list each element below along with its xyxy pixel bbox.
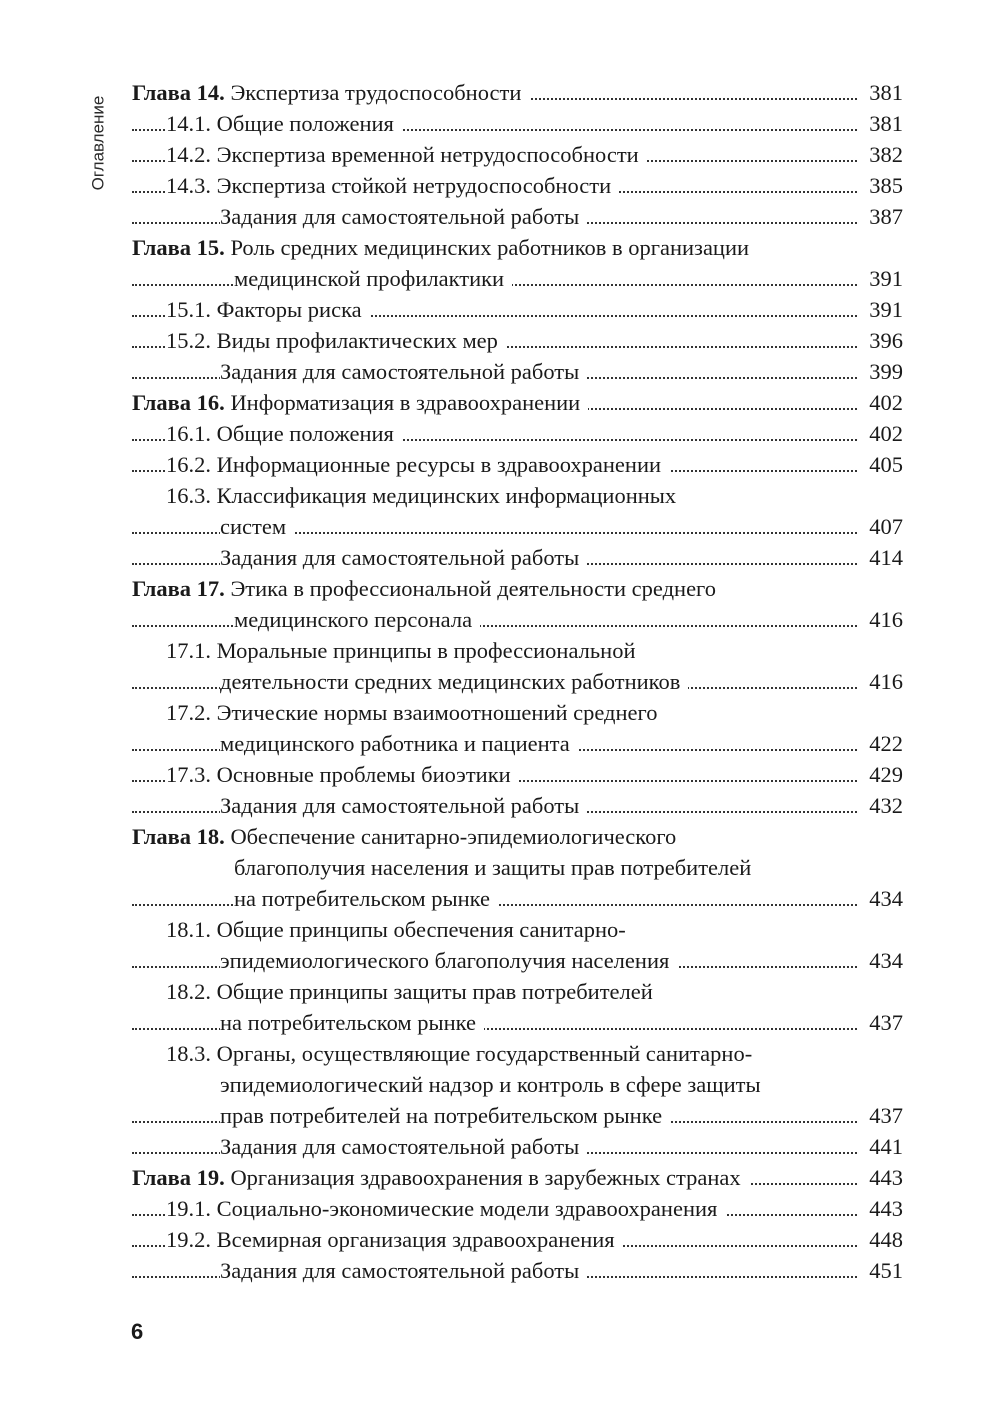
entry-title: Роль средних медицинских работников в организации <box>224 235 750 260</box>
toc-entry-14-tasks <box>132 201 903 232</box>
chapter-number: Глава 19. <box>132 1165 225 1190</box>
entry-title: прав потребителей на потребительском рынке <box>220 1103 670 1128</box>
entry-page: 402 <box>863 418 903 449</box>
entry-title: Классификация медицинских информационных <box>211 483 677 508</box>
toc-entry-17-1-cont <box>132 666 903 697</box>
section-number: 14.2. <box>166 142 211 167</box>
entry-page: 416 <box>863 604 903 635</box>
section-number: 18.2. <box>166 979 211 1004</box>
toc-entry-17-tasks <box>132 790 903 821</box>
page-number: 6 <box>131 1319 144 1344</box>
chapter-number: Глава 15. <box>132 235 225 260</box>
entry-page: 432 <box>863 790 903 821</box>
toc-entry-17-3 <box>132 759 903 790</box>
toc-entry-17-1 <box>132 635 903 666</box>
running-head-text: Оглавление <box>88 95 107 191</box>
entry-page: 443 <box>863 1193 903 1224</box>
entry-page: 396 <box>863 325 903 356</box>
toc-entry-15-tasks <box>132 356 903 387</box>
toc-entry-14-1 <box>132 108 903 139</box>
entry-title: Информационные ресурсы в здравоохранении <box>211 452 662 477</box>
chapter-number: Глава 17. <box>132 576 225 601</box>
entry-page: 441 <box>863 1131 903 1162</box>
entry-title: Экспертиза трудоспособности <box>224 80 522 105</box>
entry-page: 414 <box>863 542 903 573</box>
entry-title: благополучия населения и защиты прав потребителей <box>234 855 759 880</box>
entry-title: деятельности средних медицинских работников <box>220 669 688 694</box>
entry-title: Социально-экономические модели здравоохранения <box>211 1196 718 1221</box>
entry-title: на потребительском рынке <box>234 886 498 911</box>
toc-entry-chapter-15-cont <box>132 263 903 294</box>
toc-entry-chapter-18-cont-2 <box>132 883 903 914</box>
entry-title: эпидемиологического благополучия населения <box>220 948 677 973</box>
table-of-contents <box>132 77 903 1286</box>
chapter-number: Глава 14. <box>132 80 225 105</box>
entry-page: 434 <box>863 945 903 976</box>
entry-page: 416 <box>863 666 903 697</box>
entry-title: Задания для самостоятельной работы <box>220 204 587 229</box>
entry-page: 451 <box>863 1255 903 1286</box>
toc-entry-16-3 <box>132 480 903 511</box>
entry-page: 443 <box>863 1162 903 1193</box>
entry-title: Общие положения <box>211 111 394 136</box>
entry-page: 387 <box>863 201 903 232</box>
section-number: 19.2. <box>166 1227 211 1252</box>
toc-entry-chapter-14 <box>132 77 903 108</box>
entry-title: Задания для самостоятельной работы <box>220 1258 587 1283</box>
toc-entry-chapter-17-cont <box>132 604 903 635</box>
toc-entry-chapter-15 <box>132 232 903 263</box>
toc-entry-19-2 <box>132 1224 903 1255</box>
section-number: 14.3. <box>166 173 211 198</box>
entry-title: Экспертиза временной нетрудоспособности <box>211 142 639 167</box>
toc-entry-18-1-cont <box>132 945 903 976</box>
entry-title: Факторы риска <box>211 297 362 322</box>
entry-page: 437 <box>863 1100 903 1131</box>
toc-entry-18-1 <box>132 914 903 945</box>
toc-entry-18-3-cont-2 <box>132 1100 903 1131</box>
section-number: 14.1. <box>166 111 211 136</box>
toc-entry-14-2 <box>132 139 903 170</box>
toc-entry-16-3-cont <box>132 511 903 542</box>
entry-page: 381 <box>863 108 903 139</box>
entry-page: 437 <box>863 1007 903 1038</box>
section-number: 17.3. <box>166 762 211 787</box>
entry-title: Общие положения <box>211 421 394 446</box>
running-head <box>86 84 110 202</box>
entry-page: 434 <box>863 883 903 914</box>
toc-entry-chapter-17 <box>132 573 903 604</box>
toc-entry-chapter-19 <box>132 1162 903 1193</box>
entry-page: 381 <box>863 77 903 108</box>
toc-entry-17-2-cont <box>132 728 903 759</box>
toc-entry-16-1 <box>132 418 903 449</box>
section-number: 16.2. <box>166 452 211 477</box>
chapter-number: Глава 16. <box>132 390 225 415</box>
entry-title: Общие принципы защиты прав потребителей <box>211 979 653 1004</box>
entry-page: 391 <box>863 263 903 294</box>
toc-entry-16-tasks <box>132 542 903 573</box>
section-number: 19.1. <box>166 1196 211 1221</box>
entry-title: Задания для самостоятельной работы <box>220 793 587 818</box>
toc-entry-18-2 <box>132 976 903 1007</box>
toc-entry-19-1 <box>132 1193 903 1224</box>
entry-page: 407 <box>863 511 903 542</box>
toc-entry-18-3 <box>132 1038 903 1069</box>
toc-entry-chapter-18 <box>132 821 903 852</box>
chapter-number: Глава 18. <box>132 824 225 849</box>
entry-page: 399 <box>863 356 903 387</box>
entry-title: медицинского работника и пациента <box>220 731 578 756</box>
section-number: 18.3. <box>166 1041 211 1066</box>
toc-entry-18-2-cont <box>132 1007 903 1038</box>
section-number: 16.3. <box>166 483 211 508</box>
entry-page: 382 <box>863 139 903 170</box>
toc-entry-17-2 <box>132 697 903 728</box>
toc-entry-15-1 <box>132 294 903 325</box>
entry-title: Экспертиза стойкой нетрудоспособности <box>211 173 612 198</box>
entry-page: 405 <box>863 449 903 480</box>
entry-title: Обеспечение санитарно-эпидемиологического <box>224 824 677 849</box>
entry-title: Задания для самостоятельной работы <box>220 545 587 570</box>
entry-page: 422 <box>863 728 903 759</box>
entry-title: Задания для самостоятельной работы <box>220 359 587 384</box>
entry-title: медицинского персонала <box>234 607 480 632</box>
entry-title: на потребительском рынке <box>220 1010 484 1035</box>
toc-entry-18-tasks <box>132 1131 903 1162</box>
toc-entry-chapter-16 <box>132 387 903 418</box>
section-number: 15.2. <box>166 328 211 353</box>
entry-page: 429 <box>863 759 903 790</box>
entry-title: Этика в профессиональной деятельности среднего <box>224 576 716 601</box>
entry-page: 385 <box>863 170 903 201</box>
entry-page: 448 <box>863 1224 903 1255</box>
entry-title: Всемирная организация здравоохранения <box>211 1227 615 1252</box>
entry-title: Общие принципы обеспечения санитарно- <box>211 917 626 942</box>
section-number: 17.1. <box>166 638 211 663</box>
entry-title: Информатизация в здравоохранении <box>224 390 581 415</box>
toc-entry-14-3 <box>132 170 903 201</box>
entry-title: систем <box>220 514 294 539</box>
section-number: 16.1. <box>166 421 211 446</box>
toc-entry-16-2 <box>132 449 903 480</box>
entry-title: эпидемиологический надзор и контроль в сфере защиты <box>220 1072 769 1097</box>
section-number: 17.2. <box>166 700 211 725</box>
toc-entry-15-2 <box>132 325 903 356</box>
entry-page: 402 <box>863 387 903 418</box>
entry-title: медицинской профилактики <box>234 266 512 291</box>
entry-title: Этические нормы взаимоотношений среднего <box>211 700 658 725</box>
entry-title: Моральные принципы в профессиональной <box>211 638 636 663</box>
section-number: 18.1. <box>166 917 211 942</box>
entry-title: Виды профилактических мер <box>211 328 498 353</box>
section-number: 15.1. <box>166 297 211 322</box>
toc-entry-19-tasks <box>132 1255 903 1286</box>
toc-entry-18-3-cont <box>132 1069 903 1100</box>
entry-page: 391 <box>863 294 903 325</box>
entry-title: Задания для самостоятельной работы <box>220 1134 587 1159</box>
entry-title: Организация здравоохранения в зарубежных странах <box>224 1165 741 1190</box>
toc-entry-chapter-18-cont <box>132 852 903 883</box>
entry-title: Основные проблемы биоэтики <box>211 762 511 787</box>
entry-title: Органы, осуществляющие государственный санитарно- <box>211 1041 753 1066</box>
